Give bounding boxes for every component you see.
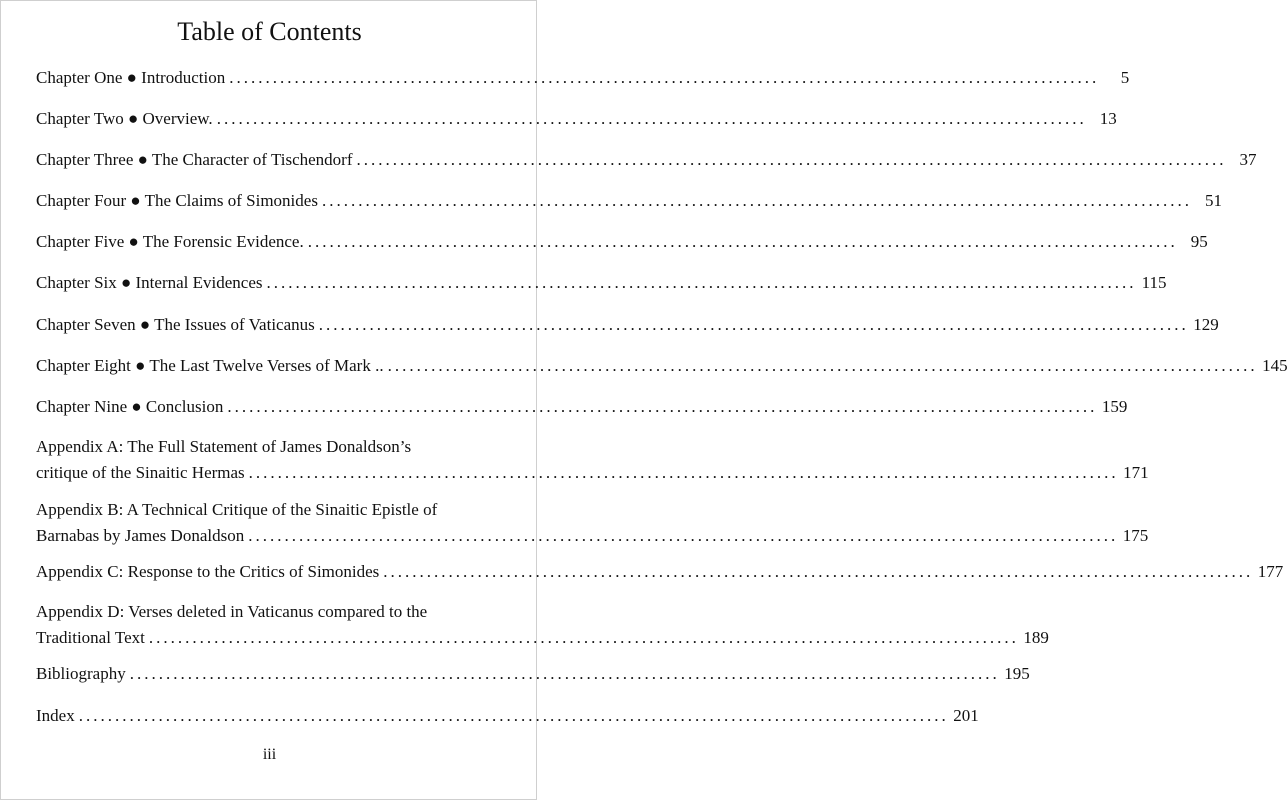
toc-entry [36, 67, 1130, 89]
toc-entry-page: 145 [1262, 356, 1288, 375]
toc-entry-text: Chapter Three ● The Character of Tischendorf [36, 150, 353, 169]
dot-leader: ........................................................................................................................ [307, 232, 1178, 251]
toc-entry-page: 37 [1239, 150, 1257, 169]
toc-entry-text: Chapter Seven ● The Issues of Vaticanus [36, 315, 315, 334]
dot-leader: ........................................................................................................................ [383, 562, 1254, 581]
dot-leader: ........................................................................................................................ [129, 664, 1000, 683]
toc-entry-page: 177 [1257, 562, 1284, 581]
toc-entry-text: Traditional Text [36, 628, 145, 647]
toc-entry-text: Index [36, 706, 75, 725]
toc-entry [36, 663, 1030, 685]
toc-entry-first-line: Appendix D: Verses deleted in Vaticanus compared to the [36, 602, 428, 621]
dot-leader: ........................................................................................................................ [387, 356, 1258, 375]
dot-leader: ........................................................................................................................ [216, 109, 1087, 128]
toc-entry [36, 314, 1219, 336]
toc-entry [36, 355, 1288, 377]
toc-entry [36, 436, 1149, 484]
dot-leader: ........................................................................................................................ [321, 191, 1192, 210]
toc-entry-text: Chapter Six ● Internal Evidences [36, 273, 263, 292]
toc-entry [36, 561, 1284, 583]
dot-leader: ........................................................................................................................ [356, 150, 1227, 169]
toc-entry-text: Chapter Two ● Overview. [36, 109, 213, 128]
toc-entry-text: Chapter Nine ● Conclusion [36, 397, 224, 416]
toc-entry [36, 705, 979, 727]
toc-entry-page: 175 [1122, 526, 1149, 545]
toc-entry-first-line: Appendix B: A Technical Critique of the Sinaitic Epistle of [36, 500, 438, 519]
toc-entry-text: Chapter Four ● The Claims of Simonides [36, 191, 318, 210]
toc-entry-text: Chapter Five ● The Forensic Evidence. [36, 232, 304, 251]
dot-leader: ........................................................................................................................ [266, 273, 1137, 292]
toc-entry-page: 51 [1204, 191, 1222, 210]
dot-leader: ........................................................................................................................ [229, 68, 1100, 87]
toc-entry [36, 601, 1049, 649]
toc-entry-page: 129 [1193, 315, 1219, 334]
toc-entry-page: 13 [1099, 109, 1117, 128]
toc-entry [36, 108, 1117, 130]
toc-entry-page: 201 [953, 706, 979, 725]
dot-leader: ........................................................................................................................ [318, 315, 1189, 334]
dot-leader: ........................................................................................................................ [248, 526, 1119, 545]
page-number: iii [262, 746, 277, 763]
toc-entry-page: 195 [1004, 664, 1030, 683]
toc-entry-text: Appendix C: Response to the Critics of Simonides [36, 562, 380, 581]
toc-entry-page: 189 [1023, 628, 1049, 647]
toc-entry-page: 159 [1101, 397, 1128, 416]
dot-leader: ........................................................................................................................ [227, 397, 1098, 416]
dot-leader: ........................................................................................................................ [78, 706, 949, 725]
dot-leader: ........................................................................................................................ [148, 628, 1019, 647]
toc-entry [36, 396, 1128, 418]
toc-entry [36, 190, 1222, 212]
page-title: Table of Contents [177, 17, 362, 46]
toc-entry-text: Bibliography [36, 664, 126, 683]
toc-entry [36, 149, 1257, 171]
toc-entry-text: Barnabas by James Donaldson [36, 526, 245, 545]
toc-entry [36, 499, 1149, 547]
toc-entry-text: Chapter One ● Introduction [36, 68, 226, 87]
toc-entry-page: 115 [1141, 273, 1167, 292]
toc-entry-text: critique of the Sinaitic Hermas [36, 463, 245, 482]
dot-leader: ........................................................................................................................ [248, 463, 1119, 482]
toc-entry [36, 272, 1167, 294]
toc-entry-page: 5 [1120, 68, 1130, 87]
toc-entry-first-line: Appendix A: The Full Statement of James Donaldson’s [36, 437, 412, 456]
toc-entry-page: 171 [1123, 463, 1149, 482]
toc-entry-page: 95 [1190, 232, 1208, 251]
toc-entry [36, 231, 1208, 253]
toc-entry-text: Chapter Eight ● The Last Twelve Verses of Mark .. [36, 356, 384, 375]
